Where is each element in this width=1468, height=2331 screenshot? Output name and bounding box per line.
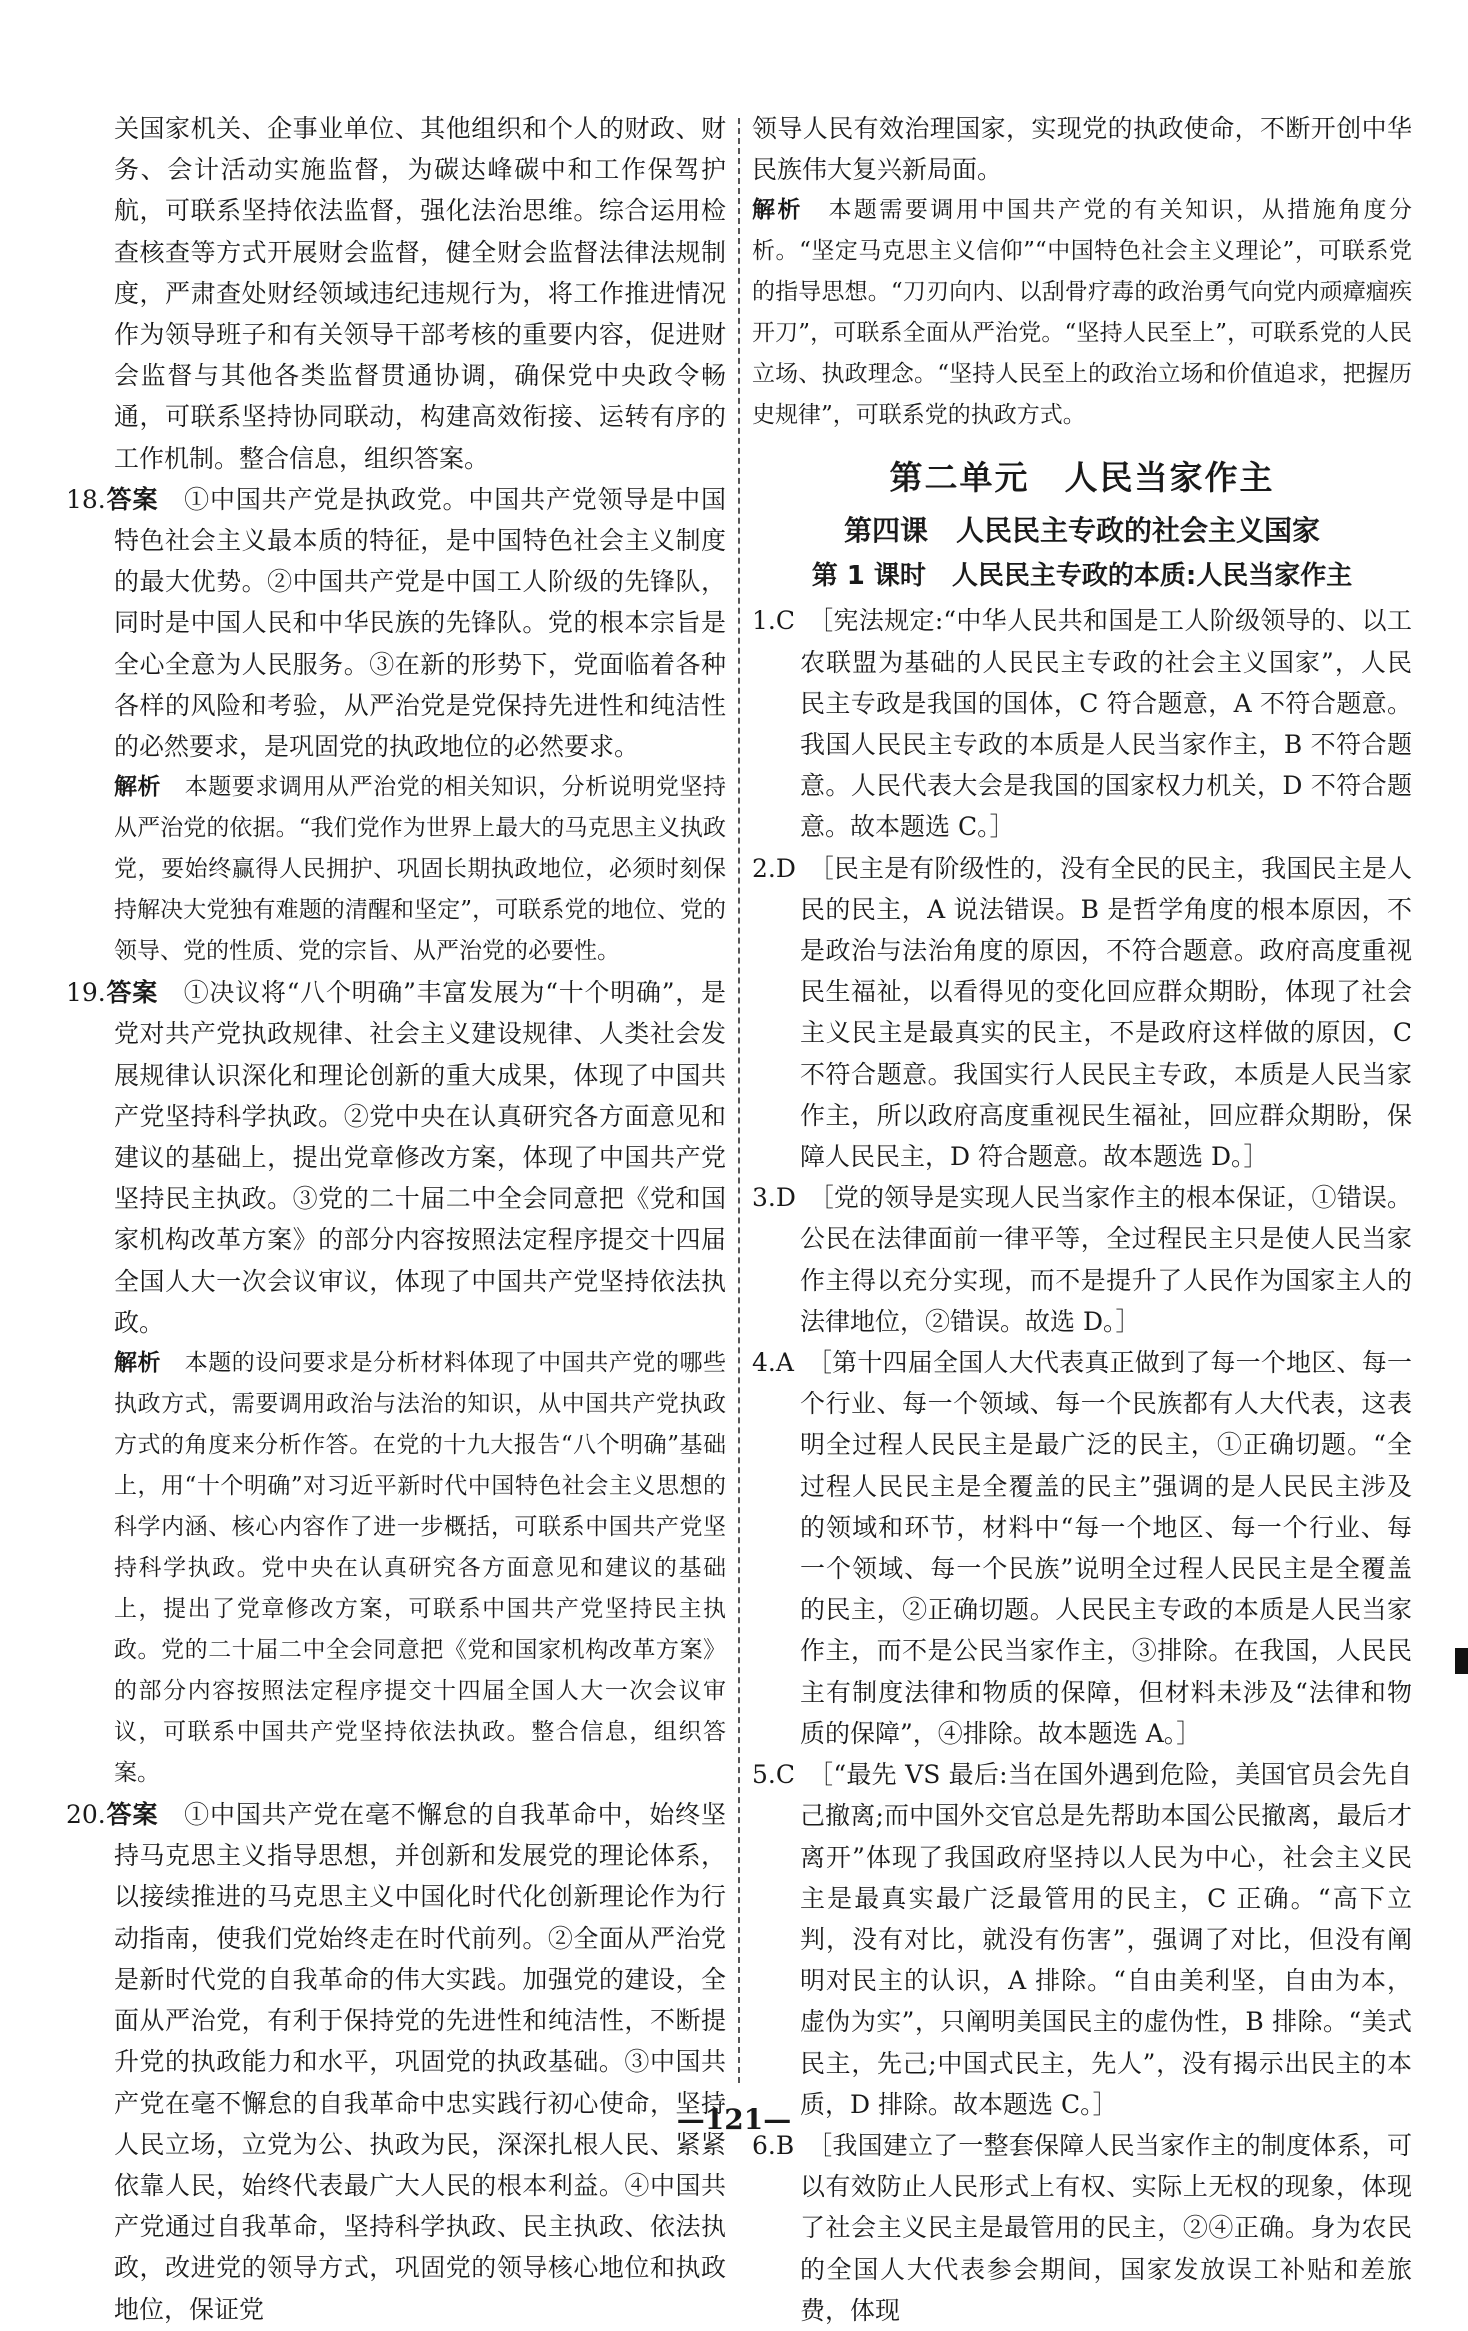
left-column — [66, 108, 726, 2330]
q18-analysis — [114, 767, 726, 972]
column-divider — [738, 118, 740, 2083]
q20-analysis — [752, 190, 1412, 436]
period-title: 第 1 课时 人民民主专政的本质:人民当家作主 — [811, 561, 1353, 592]
q17-tail: 关国家机关、企事业单位、其他组织和个人的财政、财务、会计活动实施监督，为碳达峰碳中和工作保驾护航，可联系坚持依法监督，强化法治思维。综合运用检查核查等方式开展财会监督，健全财会监督法律法规制度，严肃查处财经领域违纪违规行为，将工作推进情况作为领导班子和有关领导干部考核的重要内容，促进财会监督与其他各类监督贯通协调，确保党中央政令畅通，可联系坚持协同联动，构建高效衔接、运转有序的工作机制。整合信息，组织答案。 — [114, 114, 726, 473]
q18-answer-text: ①中国共产党是执政党。中国共产党领导是中国特色社会主义最本质的特征，是中国特色社会主义制度的最大优势。②中国共产党是中国工人阶级的先锋队，同时是中国人民和中华民族的先锋队。党的根本宗旨是全心全意为人民服务。③在新的形势下，党面临着各种各样的风险和考验，从严治党是党保持先进性和纯洁性的必然要求，是巩固党的执政地位的必然要求。 — [114, 484, 726, 762]
item-head: 2.D — [752, 853, 796, 883]
q18-number: 18. — [66, 484, 106, 514]
item-text: ［我国建立了一整套保障人民当家作主的制度体系，可以有效防止人民形式上有权、实际上无权的现象，体现了社会主义民主是最管用的民主，②④正确。身为农民的全国人大代表参会期间，国家发放误工补贴和差旅费，体现 — [800, 2130, 1412, 2325]
answer-item-4 — [752, 1342, 1412, 1754]
q18-answer — [66, 479, 726, 767]
item-head: 4.A — [752, 1348, 794, 1378]
item-head: 6.B — [752, 2130, 795, 2160]
answer-label: 答案 — [105, 1800, 159, 1830]
item-text: ［宪法规定:“中华人民共和国是工人阶级领导的、以工农联盟为基础的人民民主专政的社会主义国家”，人民民主专政是我国的国体，C 符合题意，A 不符合题意。我国人民民主专政的本质是人民当家作主，B 不符合题意。人民代表大会是我国的国家权力机关，D 不符合题意。故本题选 C。］ — [800, 606, 1412, 842]
right-column — [752, 108, 1412, 2331]
page-number: —121— — [676, 2103, 792, 2136]
item-text: ［党的领导是实现人民当家作主的根本保证，①错误。公民在法律面前一律平等，全过程民主只是使人民当家作主得以充分实现，而不是提升了人民作为国家主人的法律地位，②错误。故选 D。］ — [800, 1183, 1412, 1336]
q18-analysis-text: 本题要求调用从严治党的相关知识，分析说明党坚持从严治党的依据。“我们党作为世界上最大的马克思主义执政党，要始终赢得人民拥护、巩固长期执政地位，必须时刻保持解决大党独有难题的清醒和坚定”，可联系党的地位、党的领导、党的性质、党的宗旨、从严治党的必要性。 — [114, 774, 727, 965]
analysis-label: 解析 — [114, 1350, 162, 1377]
q20-answer-tail: 领导人民有效治理国家，实现党的执政使命，不断开创中华民族伟大复兴新局面。 — [752, 114, 1412, 185]
q19-analysis-text: 本题的设问要求是分析材料体现了中国共产党的哪些执政方式，需要调用政治与法治的知识，从中国共产党执政方式的角度来分析作答。在党的十九大报告“八个明确”基础上，用“十个明确”对习近平新时代中国特色社会主义思想的科学内涵、核心内容作了进一步概括，可联系中国共产党坚持科学执政。党中央在认真研究各方面意见和建议的基础上，提出了党章修改方案，可联系中国共产党坚持民主执政。党的二十届二中全会同意把《党和国家机构改革方案》的部分内容按照法定程序提交十四届全国人大一次会议审议，可联系中国共产党坚持依法执政。整合信息，组织答案。 — [114, 1350, 727, 1787]
answer-label: 答案 — [105, 978, 158, 1008]
answer-item-6 — [752, 2125, 1412, 2331]
item-text: ［第十四届全国人大代表真正做到了每一个地区、每一个行业、每一个领域、每一个民族都有人大代表，这表明全过程人民民主是最广泛的民主，①正确切题。“全过程人民民主是全覆盖的民主”强调的是人民民主涉及的领域和环节，材料中“每一个地区、每一个行业、每一个领域、每一个民族”说明全过程人民民主是全覆盖的民主，②正确切题。人民民主专政的本质是人民当家作主，而不是公民当家作主，③排除。在我国，人民民主有制度法律和物质的保障，但材料未涉及“法律和物质的保障”，④排除。故本题选 A。］ — [800, 1348, 1412, 1748]
analysis-label: 解析 — [752, 197, 803, 224]
item-text: ［民主是有阶级性的，没有全民的民主，我国民主是人民的民主，A 说法错误。B 是哲学角度的根本原因，不是政治与法治角度的原因，不符合题意。政府高度重视民生福祉，以看得见的变化回应群众期盼，体现了社会主义民主是最真实的民主，不是政府这样做的原因，C 不符合题意。我国实行人民民主专政，本质是人民当家作主，所以政府高度重视民生福祉，回应群众期盼，保障人民民主，D 符合题意。故本题选 D。］ — [800, 853, 1412, 1172]
q19-number: 19. — [66, 978, 106, 1008]
item-text: ［“最先 VS 最后:当在国外遇到危险，美国官员会先自己撤离;而中国外交官总是先帮助本国公民撤离，最后才离开”体现了我国政府坚持以人民为中心，社会主义民主是最真实最广泛最管用的民主，C 正确。“高下立判，没有对比，就没有伤害”，强调了对比，但没有阐明对民主的认识，A 排除。“自由美利坚，自由为本，虚伪为实”，只阐明美国民主的虚伪性，B 排除。“美式民主，先己;中国式民主，先人”，没有揭示出民主的本质，D 排除。故本题选 C。］ — [800, 1760, 1412, 2119]
q20-answer-text: ①中国共产党在毫不懈怠的自我革命中，始终坚持马克思主义指导思想，并创新和发展党的理论体系，以接续推进的马克思主义中国化时代化创新理论作为行动指南，使我们党始终走在时代前列。②全面从严治党是新时代党的自我革命的伟大实践。加强党的建设，全面从严治党，有利于保持党的先进性和纯洁性，不断提升党的执政能力和水平，巩固党的执政基础。③中国共产党在毫不懈怠的自我革命中忠实践行初心使命，坚持人民立场，立党为公、执政为民，深深扎根人民、紧紧依靠人民，始终代表最广大人民的根本利益。④中国共产党通过自我革命，坚持科学执政、民主执政、依法执政，改进党的领导方式，巩固党的领导核心地位和执政地位，保证党 — [114, 1800, 726, 2324]
answer-item-2 — [752, 848, 1412, 1178]
q20-analysis-text: 本题需要调用中国共产党的有关知识，从措施角度分析。“坚定马克思主义信仰”“中国特色社会主义理论”，可联系党的指导思想。“刀刃向内、以刮骨疗毒的政治勇气向党内顽瘴痼疾开刀”，可联系全面从严治党。“坚持人民至上”，可联系党的人民立场、执政理念。“坚持人民至上的政治立场和价值追求，把握历史规律”，可联系党的执政方式。 — [752, 197, 1413, 429]
answer-item-5 — [752, 1754, 1412, 2125]
item-head: 3.D — [752, 1183, 796, 1213]
q20-number: 20. — [66, 1800, 106, 1830]
edge-thumb-mark — [1455, 1648, 1468, 1674]
lesson-title: 第四课 人民民主专政的社会主义国家 — [843, 514, 1320, 548]
q19-answer — [66, 972, 726, 1343]
item-head: 5.C — [752, 1760, 795, 1790]
item-head: 1.C — [752, 606, 795, 636]
q20-answer — [66, 1794, 726, 2330]
q19-analysis — [114, 1343, 726, 1794]
analysis-label: 解析 — [114, 774, 162, 801]
answer-label: 答案 — [105, 484, 159, 514]
answer-item-1 — [752, 600, 1412, 847]
unit-title: 第二单元 人民当家作主 — [889, 458, 1275, 498]
answer-item-3 — [752, 1177, 1412, 1342]
q19-answer-text: ①决议将“八个明确”丰富发展为“十个明确”，是党对共产党执政规律、社会主义建设规律、人类社会发展规律认识深化和理论创新的重大成果，体现了中国共产党坚持科学执政。②党中央在认真研究各方面意见和建议的基础上，提出党章修改方案，体现了中国共产党坚持民主执政。③党的二十届二中全会同意把《党和国家机构改革方案》的部分内容按照法定程序提交十四届全国人大一次会议审议，体现了中国共产党坚持依法执政。 — [114, 978, 726, 1337]
